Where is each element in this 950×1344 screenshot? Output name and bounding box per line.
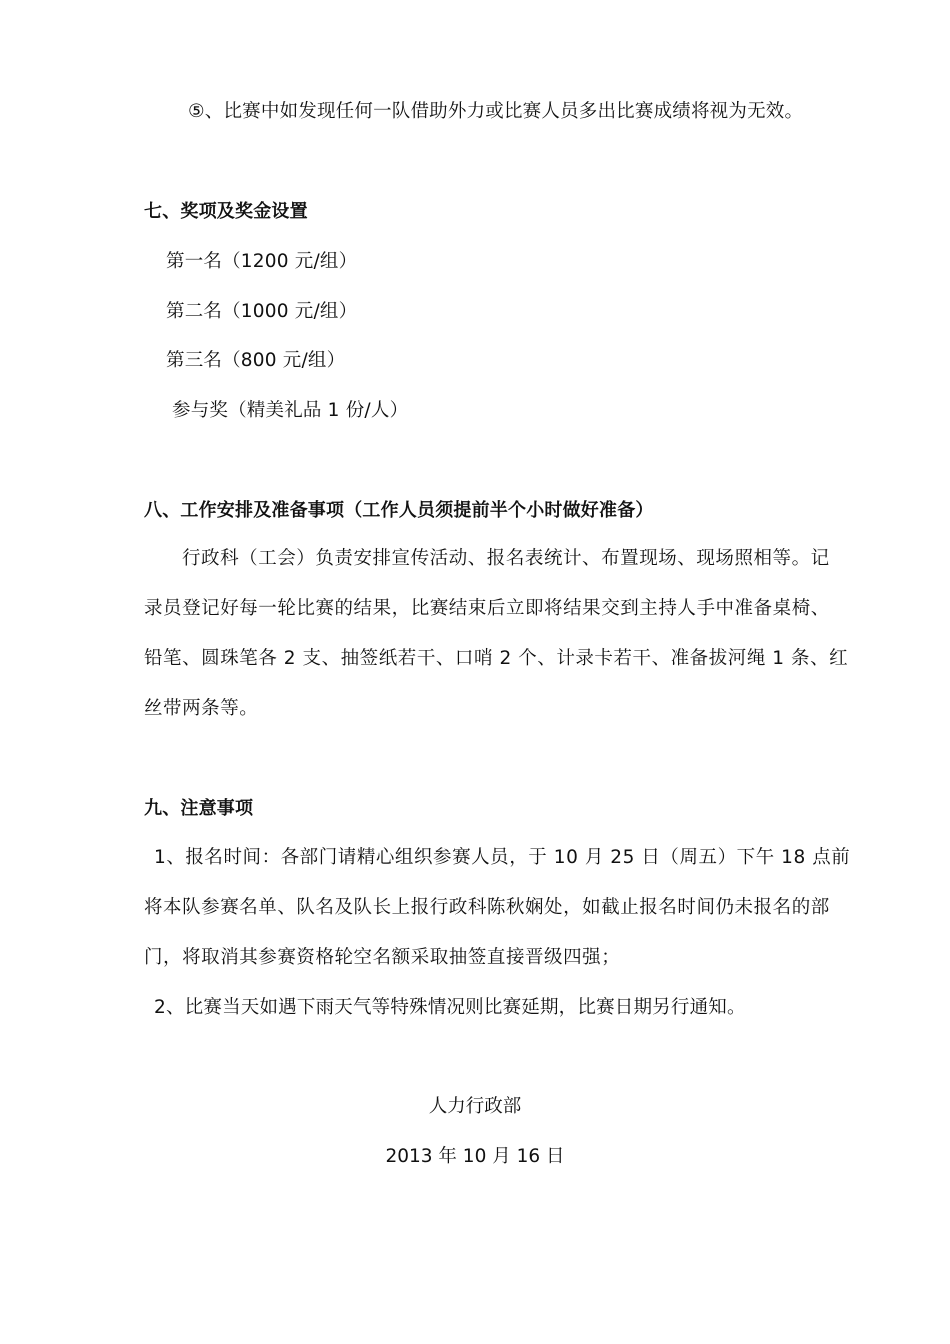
rule-item-5: ⑤、比赛中如发现任何一队借助外力或比赛人员多出比赛成绩将视为无效。 (188, 101, 804, 122)
award-second-place: 第二名（1000 元/组） (166, 301, 358, 322)
section-9-item-1-line: 门，将取消其参赛资格轮空名额采取抽签直接晋级四强； (144, 947, 621, 968)
section-8-line: 丝带两条等。 (144, 698, 259, 719)
section-8-paragraph (144, 534, 852, 734)
signature-department: 人力行政部 (428, 1096, 522, 1117)
award-participation: 参与奖（精美礼品 1 份/人） (172, 400, 409, 421)
section-9-item-1-line: 将本队参赛名单、队名及队长上报行政科陈秋娴处，如截止报名时间仍未报名的部 (144, 897, 830, 918)
section-9-item-2: 2、比赛当天如遇下雨天气等特殊情况则比赛延期，比赛日期另行通知。 (154, 997, 746, 1018)
section-9-item-1-line: 1、报名时间：各部门请精心组织参赛人员，于 10 月 25 日（周五）下午 18 点前 (154, 847, 851, 868)
award-first-place: 第一名（1200 元/组） (166, 251, 358, 272)
section-9-heading: 九、注意事项 (144, 798, 254, 819)
section-8-line: 行政科（工会）负责安排宣传活动、报名表统计、布置现场、现场照相等。记 (182, 548, 830, 569)
section-9-item-1 (144, 833, 852, 983)
section-7-heading: 七、奖项及奖金设置 (144, 201, 308, 222)
section-8-line: 录员登记好每一轮比赛的结果，比赛结束后立即将结果交到主持人手中准备桌椅、 (144, 598, 830, 619)
section-8-heading: 八、工作安排及准备事项（工作人员须提前半个小时做好准备） (144, 500, 654, 521)
award-third-place: 第三名（800 元/组） (166, 350, 346, 371)
signature-date: 2013 年 10 月 16 日 (385, 1146, 565, 1167)
section-8-line: 铅笔、圆珠笔各 2 支、抽签纸若干、口哨 2 个、计录卡若干、准备拔河绳 1 条、红 (144, 648, 849, 669)
